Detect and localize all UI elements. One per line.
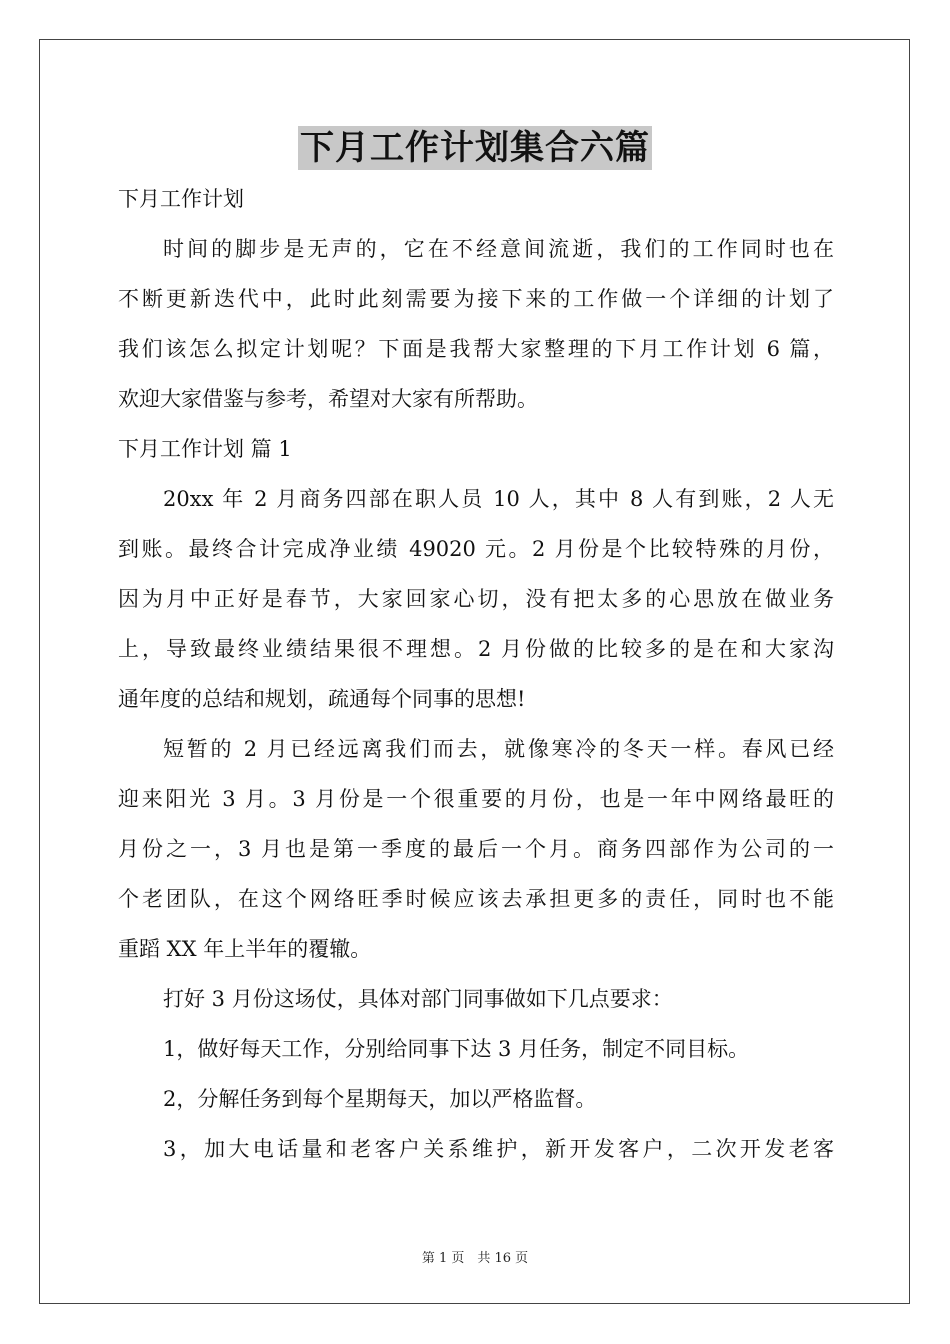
list-item: 3，加大电话量和老客户关系维护，新开发客户，二次开发老客: [163, 1137, 834, 1161]
intro-line: 时间的脚步是无声的，它在不经意间流逝，我们的工作同时也在: [163, 237, 834, 261]
paragraph-line: 20xx 年 2 月商务四部在职人员 10 人，其中 8 人有到账，2 人无: [163, 487, 834, 511]
paragraph-line: 到账。最终合计完成净业绩 49020 元。2 月份是个比较特殊的月份，: [118, 537, 834, 561]
paragraph-line: 通年度的总结和规划，疏通每个同事的思想!: [118, 687, 526, 711]
intro-line: 我们该怎么拟定计划呢？下面是我帮大家整理的下月工作计划 6 篇，: [118, 337, 834, 361]
paragraph-line: 因为月中正好是春节，大家回家心切，没有把太多的心思放在做业务: [118, 587, 834, 611]
paragraph-line: 月份之一，3 月也是第一季度的最后一个月。商务四部作为公司的一: [118, 837, 834, 861]
paragraph-line: 上，导致最终业绩结果很不理想。2 月份做的比较多的是在和大家沟: [118, 637, 834, 661]
intro-line: 欢迎大家借鉴与参考，希望对大家有所帮助。: [118, 387, 538, 411]
list-item: 1，做好每天工作，分别给同事下达 3 月任务，制定不同目标。: [163, 1037, 750, 1061]
paragraph-line: 短暂的 2 月已经远离我们而去，就像寒冷的冬天一样。春风已经: [163, 737, 834, 761]
intro-line: 不断更新迭代中，此时此刻需要为接下来的工作做一个详细的计划了: [118, 287, 834, 311]
paragraph-line: 个老团队，在这个网络旺季时候应该去承担更多的责任，同时也不能: [118, 887, 834, 911]
paragraph-line: 迎来阳光 3 月。3 月份是一个很重要的月份，也是一年中网络最旺的: [118, 787, 834, 811]
section-heading: 下月工作计划 篇 1: [118, 437, 292, 461]
title-container: [0, 126, 950, 170]
list-item: 2，分解任务到每个星期每天，加以严格监督。: [163, 1087, 597, 1111]
page-border: [39, 39, 910, 1304]
paragraph-line: 打好 3 月份这场仗，具体对部门同事做如下几点要求：: [163, 987, 673, 1011]
page-footer: 第 1 页 共 16 页: [421, 1251, 529, 1266]
document-subtitle: 下月工作计划: [118, 187, 244, 211]
paragraph-line: 重蹈 XX 年上半年的覆辙。: [118, 937, 372, 961]
document-title: 下月工作计划集合六篇: [300, 128, 650, 168]
